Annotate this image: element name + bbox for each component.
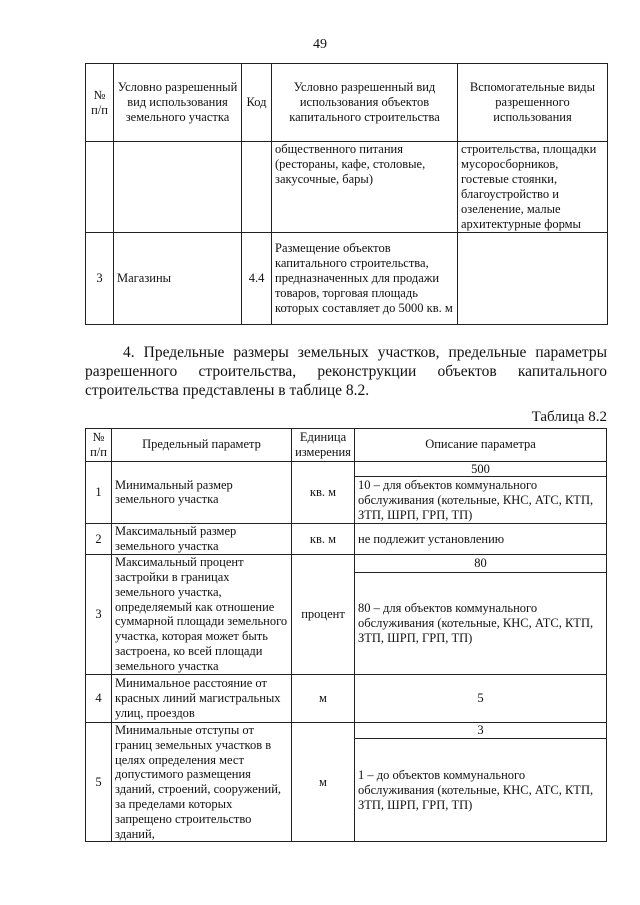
table-row: [86, 674, 607, 722]
parameters-table: [85, 428, 607, 842]
cell-unit: процент: [292, 554, 355, 674]
table-row: [86, 233, 608, 325]
cell-num: 4: [86, 674, 112, 722]
cell-desc-top: 80: [355, 554, 607, 572]
header-capital-use: Условно разрешенный вид использования объектов капитального строительства: [272, 64, 458, 142]
cell-num: 3: [86, 554, 112, 674]
cell-num: 5: [86, 722, 112, 841]
table-row: [86, 554, 607, 572]
cell-capital-use: Размещение объектов капитального строительства, предназначенных для продажи товаров, торговая площадь которых составляет до 5000 кв. м: [272, 233, 458, 325]
table-row: [86, 722, 607, 738]
cell-desc-bottom: 80 – для объектов коммунального обслуживания (котельные, КНС, АТС, КТП, ЗТП, ШРП, ГРП, ТП): [355, 572, 607, 674]
cell-param: Максимальный размер земельного участка: [112, 524, 292, 555]
cell-param: Максимальный процент застройки в границах земельного участка, определяемый как отношение суммарной площади земельного участка, которая может быть застроена, ко всей площади земельного участка: [112, 554, 292, 674]
cell-param: Минимальные отступы от границ земельных участков в целях определения мест допустимого размещения зданий, строений, сооружений, за пределами которых запрещено строительство зданий,: [112, 722, 292, 841]
cell-code: 4.4: [242, 233, 272, 325]
header-aux: Вспомогательные виды разрешенного использования: [458, 64, 608, 142]
header-param: Предельный параметр: [112, 429, 292, 462]
cell-desc-bottom: 10 – для объектов коммунального обслуживания (котельные, КНС, АТС, КТП, ЗТП, ШРП, ГРП, ТП): [355, 477, 607, 524]
cell-num: 1: [86, 461, 112, 524]
cell-empty: [114, 142, 242, 233]
cell-num: 3: [86, 233, 114, 325]
page-number: 49: [313, 37, 327, 52]
cell-num: 2: [86, 524, 112, 555]
table-caption: Таблица 8.2: [531, 409, 607, 425]
body-paragraph: 4. Предельные размеры земельных участков, предельные параметры разрешенного строительства, реконструкции объектов капитального строительства представлены в таблице 8.2.: [85, 344, 607, 399]
cell-desc-bottom: 1 – до объектов коммунального обслуживания (котельные, КНС, АТС, КТП, ЗТП, ШРП, ГРП, ТП): [355, 739, 607, 842]
header-code: Код: [242, 64, 272, 142]
header-num: № п/п: [86, 64, 114, 142]
header-unit: Единица измерения: [292, 429, 355, 462]
cell-unit: м: [292, 674, 355, 722]
table-row: [86, 142, 608, 233]
header-land-use: Условно разрешенный вид использования земельного участка: [114, 64, 242, 142]
cell-unit: кв. м: [292, 461, 355, 524]
header-desc: Описание параметра: [355, 429, 607, 462]
header-num: № п/п: [86, 429, 112, 462]
cell-land-use: Магазины: [114, 233, 242, 325]
cell-unit: кв. м: [292, 524, 355, 555]
cell-empty: [86, 142, 114, 233]
cell-empty: [242, 142, 272, 233]
land-use-table: [85, 63, 608, 325]
cell-desc: не подлежит установлению: [355, 524, 607, 555]
cell-desc-top: 500: [355, 461, 607, 477]
cell-param: Минимальный размер земельного участка: [112, 461, 292, 524]
cell-param: Минимальное расстояние от красных линий магистральных улиц, проездов: [112, 674, 292, 722]
cell-aux: [458, 233, 608, 325]
table-header-row: [86, 64, 608, 142]
cell-desc: 5: [355, 674, 607, 722]
table-row: [86, 461, 607, 477]
table-row: [86, 524, 607, 555]
cell-capital-use: общественного питания (рестораны, кафе, столовые, закусочные, бары): [272, 142, 458, 233]
cell-unit: м: [292, 722, 355, 841]
cell-desc-top: 3: [355, 722, 607, 738]
table-header-row: [86, 429, 607, 462]
cell-aux: строительства, площадки мусоросборников, гостевые стоянки, благоустройство и озеленение, малые архитектурные формы: [458, 142, 608, 233]
